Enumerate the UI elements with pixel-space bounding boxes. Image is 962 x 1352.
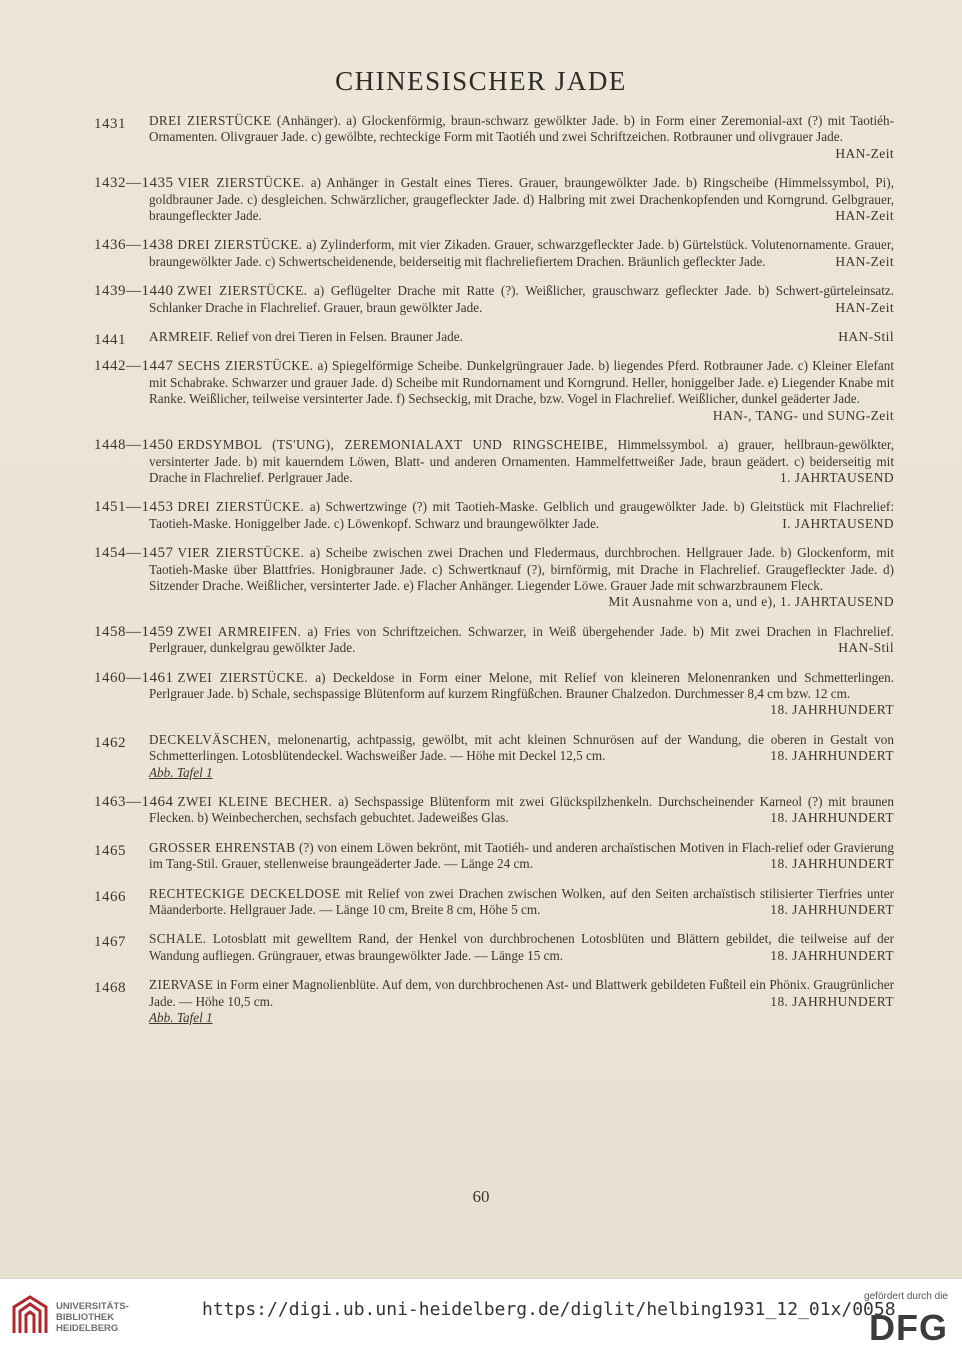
entry-description	[94, 624, 894, 657]
catalog-entry	[94, 732, 894, 781]
entry-title: ARMREIF.	[149, 329, 214, 345]
lot-number: 1432—1435	[94, 175, 174, 192]
entry-text: (?) von einem Löwen bekrönt, mit Taotiéh- und anderen archaïstischen Motiven in Flach-relief oder Gravierung im Tang-Stil. Grauer, stellenweise braungeäderter Jade. — Länge 24 cm.	[149, 839, 894, 872]
entry-description	[94, 283, 894, 316]
entry-dating: 18. JAHRHUNDERT	[770, 902, 894, 918]
viewer-footer	[0, 1278, 962, 1352]
lot-number: 1439—1440	[94, 283, 174, 300]
catalog-entry	[94, 358, 894, 424]
entry-text: a) Schwertzwinge (?) mit Taotieh-Maske. Gelblich und graugewölkter Jade. b) Gleitstück mit Flachrelief: Taotieh-Maske. Honiggelber Jade. c) Löwenkopf. Schwarz und braungewölkter Jade.	[149, 499, 894, 531]
catalog-entry	[94, 840, 894, 873]
entry-text: Relief von drei Tieren in Felsen. Brauner Jade.	[213, 329, 463, 345]
catalog-entry	[94, 794, 894, 827]
catalog-entry	[94, 545, 894, 611]
entry-description	[94, 113, 894, 162]
catalog-entry	[94, 283, 894, 316]
entry-dating: Mit Ausnahme von a, und e), 1. JAHRTAUSEND	[608, 594, 894, 610]
entry-title: DREI ZIERSTÜCKE.	[177, 237, 303, 253]
entry-description	[94, 545, 894, 611]
entry-text: a) Geflügelter Drache mit Ratte (?). Weißlicher, grauschwarz gefleckter Jade. b) Schwert-gürteleinsatz. Schlanker Drache in Flachrelief. Grauer, braun gewölkter Jade.	[149, 283, 895, 315]
lot-number: 1454—1457	[94, 545, 174, 562]
entry-dating: HAN-, TANG- und SUNG-Zeit	[712, 407, 894, 423]
entry-text: a) Sechspassige Blütenform mit zwei Glückspilzhenkeln. Durchscheinender Karneol (?) mit braunen Flecken. b) Weinbecherchen, sechsfach gebuchtet. Jadeweißes Glas.	[149, 794, 895, 826]
lot-number: 1448—1450	[94, 437, 174, 454]
page-title: CHINESISCHER JADE	[335, 66, 627, 96]
entry-dating: 18. JAHRHUNDERT	[770, 993, 894, 1009]
library-line-2: BIBLIOTHEK	[56, 1312, 115, 1323]
entry-title: SCHALE.	[149, 931, 207, 947]
entry-text: a) Fries von Schriftzeichen. Schwarzer, in Weiß übergehender Jade. b) Mit zwei Drachen in Flachrelief. Perlgrauer, dunkelgrau gewölkter Jade.	[149, 623, 894, 656]
entry-title: GROSSER EHRENSTAB	[149, 839, 296, 855]
lot-number: 1468	[94, 980, 126, 997]
dfg-logo: DFG	[869, 1307, 948, 1348]
library-line-1: UNIVERSITÄTS-	[56, 1301, 129, 1312]
entry-dating: 18. JAHRHUNDERT	[770, 810, 894, 826]
entry-description	[94, 329, 894, 345]
lot-number: 1458—1459	[94, 623, 174, 640]
lot-number: 1441	[94, 332, 126, 349]
entry-text: a) Scheibe zwischen zwei Drachen und Fledermaus, durchbrochen. Hellgrauer Jade. b) Glockenform, mit Taotieh-Maske über Blattfries. Honigbrauner Jade. c) Schwertknauf (?), birnförmig, mit Drache in Flachrelief. Graugefleckter Jade. d) Sitzender Drache. Weißlicher, versinterter Jade. e) Flacher Anhänger. Liegender Löwe. Grauer Jade mit schwarzbraunem Fleck.	[149, 545, 894, 593]
catalog-entry	[94, 499, 894, 532]
lot-number: 1467	[94, 934, 126, 951]
entry-dating: 18. JAHRHUNDERT	[770, 748, 894, 764]
catalog-entry	[94, 237, 894, 270]
lot-number: 1466	[94, 888, 126, 905]
catalog-entry	[94, 977, 894, 1026]
entry-description	[94, 931, 894, 964]
entry-dating: 18. JAHRHUNDERT	[770, 947, 894, 963]
entry-title: RECHTECKIGE DECKELDOSE	[149, 885, 341, 901]
lot-number: 1465	[94, 842, 126, 859]
entry-title: ZWEI KLEINE BECHER.	[177, 794, 333, 809]
entry-title: DECKELVÄSCHEN,	[149, 731, 271, 747]
entry-title: DREI ZIERSTÜCKE	[149, 113, 272, 128]
entry-title: ERDSYMBOL (TS'UNG), ZEREMONIALAXT UND RINGSCHEIBE,	[177, 437, 608, 453]
entry-description	[94, 732, 894, 781]
entry-title: DREI ZIERSTÜCKE.	[177, 499, 305, 515]
entry-text: a) Spiegelförmige Scheibe. Dunkelgrüngrauer Jade. b) liegendes Pferd. Rotbrauner Jade. c) Kleiner Elefant mit Schabrake. Schwarzer und grauer Jade. d) Scheibe mit Rundornament und Korngrund. Heller, honiggelber Jade. e) Liegender Knabe mit Ranke. Weißlicher, teilweise versinterter Jade. f) Sechseckig, mit Drache, bzw. Vogel in Flachrelief. Weißlicher, dunkel geäderter Jade.	[149, 358, 894, 407]
entry-dating: HAN-Stil	[838, 640, 894, 656]
catalog-entry	[94, 175, 894, 224]
entry-title: SECHS ZIERSTÜCKE.	[177, 358, 314, 374]
catalog-entry	[94, 886, 894, 919]
entry-dating: 1. JAHRTAUSEND	[780, 469, 894, 485]
catalog-entry	[94, 113, 894, 162]
plate-reference-link[interactable]: Abb. Tafel 1	[149, 1010, 213, 1026]
entry-text: mit Relief von zwei Drachen zwischen Wolken, auf den Seiten archaïstisch stilisierter Tierfries unter Mäanderborte. Hellgrauer Jade. — Länge 10 cm, Breite 8 cm, Höhe 5 cm.	[149, 885, 894, 918]
entry-text: a) Zylinderform, mit vier Zikaden. Grauer, schwarzgefleckter Jade. b) Gürtelstück. Volutenornamente. Grauer, braungewölkter Jade. c) Schwertscheidenende, beiderseitig mit flachreliefiertem Drachen. Bräunlich gefleckter Jade.	[149, 237, 894, 269]
entry-description	[94, 840, 894, 873]
entry-title: VIER ZIERSTÜCKE.	[177, 175, 305, 191]
entry-dating: I. JAHRTAUSEND	[782, 515, 894, 531]
entry-dating: HAN-Zeit	[835, 208, 894, 224]
entry-text: Himmelssymbol. a) grauer, hellbraun-gewölkter, versinterter Jade. b) mit kauerndem Löwen, Blatt- und anderen Ornamenten. Hammelfettweißer Jade, braun geädert. c) beiderseitig mit Drache in Flachrelief. Perlgrauer Jade.	[149, 437, 894, 485]
entry-text: a) Deckeldose in Form einer Melone, mit Relief von kleineren Melonenranken und Schmetterlingen. Perlgrauer Jade. b) Schale, sechspassige Blütenform auf kurzem Ringfüßchen. Brauner Chalzedon. Durchmesser 8,4 cm bzw. 12 cm.	[149, 669, 894, 701]
entry-description	[94, 499, 894, 532]
entry-title: ZWEI ARMREIFEN.	[177, 623, 302, 639]
catalog-entry	[94, 931, 894, 964]
catalog-entry	[94, 624, 894, 657]
catalog-entry	[94, 329, 894, 349]
plate-reference-link[interactable]: Abb. Tafel 1	[149, 764, 213, 780]
entry-dating: 18. JAHRHUNDERT	[770, 702, 894, 718]
lot-number: 1463—1464	[94, 794, 174, 810]
permalink-url[interactable]: https://digi.ub.uni-heidelberg.de/diglit/helbing1931_12_01x/0058	[202, 1299, 896, 1320]
entry-description	[94, 977, 894, 1026]
lot-number: 1460—1461	[94, 669, 174, 686]
entry-dating: 18. JAHRHUNDERT	[770, 856, 894, 872]
entry-title: VIER ZIERSTÜCKE.	[177, 545, 305, 561]
entry-text: melonenartig, achtpassig, gewölbt, mit acht kleinen Schnurösen auf der Wandung, die oberen in Gestalt von Schmetterlingen. Lotosblütendeckel. Wachsweißer Jade. — Höhe mit Deckel 12,5 cm.	[149, 731, 894, 764]
entry-text: in Form einer Magnolienblüte. Auf dem, von durchbrochenen Ast- und Blattwerk gebildeten Fußteil ein Phönix. Graugrünlicher Jade. — Höhe 10,5 cm.	[149, 977, 894, 1009]
entry-title: ZWEI ZIERSTÜCKE.	[177, 283, 308, 299]
entry-dating: HAN-Zeit	[835, 145, 894, 161]
entry-description	[94, 358, 894, 424]
entry-description	[94, 437, 894, 486]
university-library-logo-icon	[10, 1293, 50, 1337]
catalog-entry	[94, 437, 894, 486]
lot-number: 1442—1447	[94, 358, 174, 375]
entry-description	[94, 237, 894, 270]
entry-description	[94, 886, 894, 919]
page-number: 60	[472, 1187, 490, 1206]
entry-dating: HAN-Zeit	[835, 253, 894, 269]
entry-dating: HAN-Zeit	[835, 299, 894, 315]
entry-text: a) Anhänger in Gestalt eines Tieres. Grauer, braungewölkter Jade. b) Ringscheibe (Himmelssymbol, Pi), goldbrauner Jade. c) desgleichen. Schwärzlicher, graugefleckter Jade. d) Halbring mit zwei Drachenkopfenden und Korngrund. Gelbgrauer, braungefleckter Jade.	[149, 175, 894, 224]
entry-text: (Anhänger). a) Glockenförmig, braun-schwarz gewölkter Jade. b) in Form einer Zeremonial-axt (?) mit Taotiéh-Ornamenten. Olivgrauer Jade. c) gewölbte, rechteckige Form mit Taotiéh und zwei Schriftzeichen. Rotbrauner und olivgrauer Jade.	[149, 113, 895, 145]
entry-description	[94, 175, 894, 224]
entry-dating: HAN-Stil	[838, 329, 894, 345]
entry-description	[94, 670, 894, 719]
entry-description	[94, 794, 894, 827]
entry-title: ZIERVASE	[149, 977, 214, 993]
lot-number: 1436—1438	[94, 237, 174, 254]
library-line-3: HEIDELBERG	[56, 1323, 119, 1334]
entry-list	[94, 113, 894, 1039]
lot-number: 1451—1453	[94, 499, 174, 516]
library-name	[56, 1301, 129, 1334]
entry-text: Lotosblatt mit gewelltem Rand, der Henkel von durchbrochenen Lotosblüten und Blättern gebildet, die teilweise auf der Wandung aufliegen. Grüngrauer, etwas braungewölkter Jade. — Länge 15 cm.	[149, 931, 894, 963]
lot-number: 1462	[94, 734, 126, 751]
catalog-entry	[94, 670, 894, 719]
funding-note: gefördert durch die	[864, 1291, 948, 1302]
entry-title: ZWEI ZIERSTÜCKE.	[177, 669, 309, 685]
lot-number: 1431	[94, 116, 126, 132]
